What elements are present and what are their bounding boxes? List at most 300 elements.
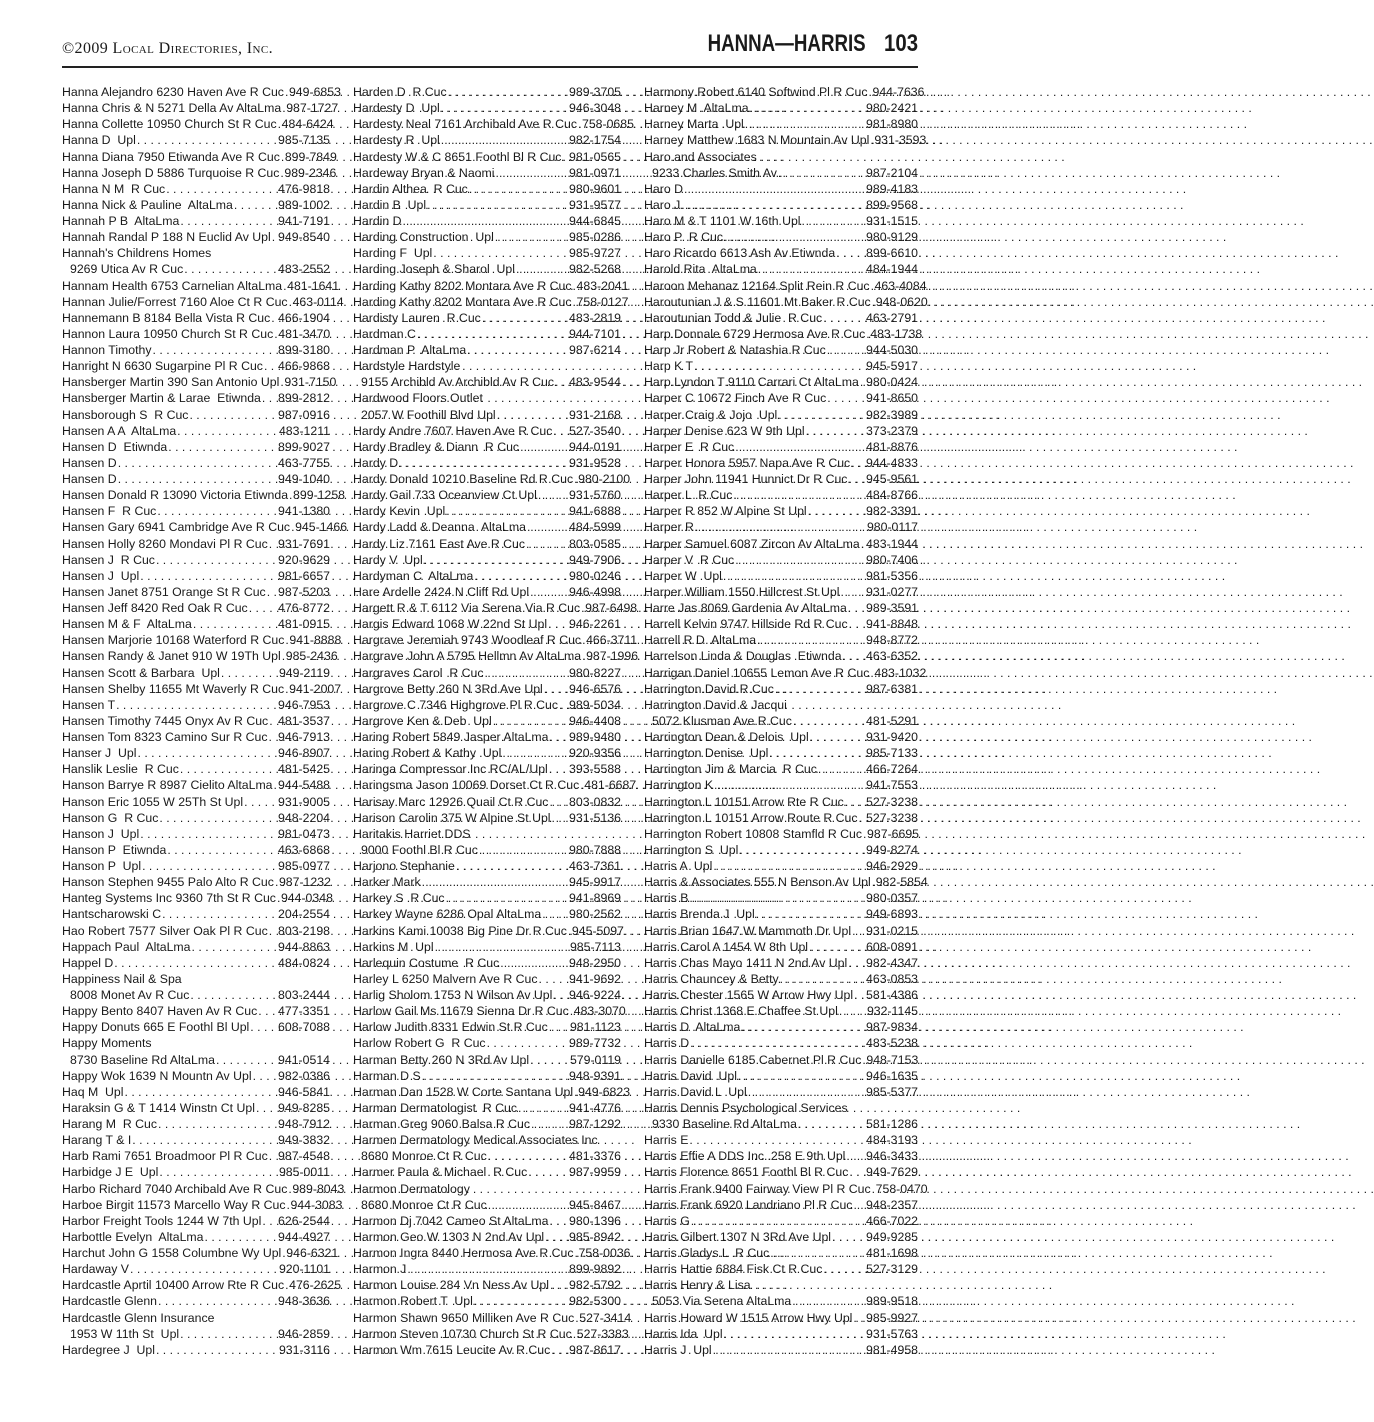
entry-phone: 931-0215 <box>866 923 918 938</box>
page-number: 103 <box>883 30 918 57</box>
entry-name: Hansberger Martin & Larae Etiwnda <box>62 391 261 406</box>
leader-dots <box>278 116 281 132</box>
entry-name: Harp K T <box>644 359 693 374</box>
entry-phone: 481-3537 <box>278 713 330 728</box>
directory-entry <box>353 648 639 664</box>
directory-entry <box>353 906 621 922</box>
directory-entry <box>353 1148 621 1164</box>
entry-name: Hanna N M R Cuc <box>62 181 166 196</box>
entry-phone: 483-1738 <box>870 326 923 341</box>
leader-dots <box>724 1326 865 1342</box>
leader-dots <box>871 278 874 294</box>
leader-dots <box>575 1245 578 1261</box>
entry-name: Happiness Nail & Spa <box>62 971 182 986</box>
directory-entry <box>644 245 918 261</box>
leader-dots <box>526 536 568 552</box>
entry-name: Hanna Chris & N 5271 Della Av AltaLma <box>62 101 282 116</box>
entry-name: Harding Joseph & Sharol Upl <box>353 262 515 277</box>
leader-dots <box>269 923 277 939</box>
directory-entry <box>644 906 918 922</box>
leader-dots <box>575 1310 578 1326</box>
leader-dots <box>433 245 568 261</box>
leader-dots <box>520 439 568 455</box>
leader-dots <box>158 1293 277 1309</box>
entry-name: Harmon Steven 10730 Church St R Cuc <box>353 1326 572 1341</box>
entry-name: Hardman P AltaLma <box>353 343 467 357</box>
entry-name: Harrington David R Cuc <box>644 681 774 696</box>
leader-dots <box>205 1229 278 1245</box>
leader-dots <box>582 632 585 648</box>
entry-phone: 948-3636 <box>278 1294 330 1309</box>
directory-entry <box>353 955 621 971</box>
directory-entry <box>644 439 918 455</box>
entry-name: Hardin B Upl <box>353 197 427 212</box>
leader-dots <box>274 326 277 342</box>
entry-name: Harp Lyndon T 9110 Carrari Ct AltaLma <box>644 375 859 390</box>
leader-dots <box>745 116 865 132</box>
leader-dots <box>872 1181 875 1197</box>
entry-phone: 981-0565 <box>569 149 621 164</box>
directory-entry <box>353 519 621 535</box>
directory-entry <box>62 1019 330 1035</box>
directory-entry <box>644 503 918 519</box>
entry-phone: 945-5917 <box>866 359 918 374</box>
entry-name: Harris A Upl <box>644 859 713 873</box>
entry-name: Hanna D Upl <box>62 133 136 148</box>
directory-entry <box>62 552 330 568</box>
entry-phone: 945-9561 <box>866 472 918 486</box>
entry-name: 9233 Charles Smith Av <box>652 165 777 180</box>
directory-entry <box>62 213 330 229</box>
entry-phone: 483-3070 <box>573 1004 626 1019</box>
directory-entry <box>644 84 925 100</box>
leader-dots <box>733 487 865 503</box>
directory-entry <box>62 229 330 245</box>
leader-dots <box>249 600 277 616</box>
leader-dots <box>793 713 865 729</box>
entry-name: 8008 Monet Av R Cuc <box>70 988 190 1002</box>
entry-name: Harrell Kelvin 9747 Hillside Rd R Cuc <box>644 617 848 632</box>
entry-name: Hansen T <box>62 697 116 712</box>
entry-phone: 466-3711 <box>586 633 638 648</box>
entry-phone: 987-8617 <box>569 1342 621 1357</box>
entry-name: 9000 Foothl Bl R Cuc <box>361 842 478 857</box>
entry-name: Harmen Dermatology Medical Associates Inc <box>353 1133 598 1148</box>
leader-dots <box>140 826 277 842</box>
leader-dots <box>545 1229 568 1245</box>
entry-phone: 982-5792 <box>569 1278 621 1293</box>
entry-name: Hannan Julie/Forrest 7160 Aloe Ct R Cuc <box>62 294 288 309</box>
entry-phone: 608-0891 <box>866 939 918 954</box>
leader-dots <box>544 681 568 697</box>
entry-phone: 945-8467 <box>569 1197 621 1212</box>
directory-entry <box>644 1019 918 1035</box>
entry-phone: 481-3470 <box>278 326 331 341</box>
leader-dots <box>690 1035 865 1051</box>
entry-phone: 481-6687 <box>584 778 637 793</box>
entry-name: 8730 Baseline Rd AltaLma <box>70 1052 215 1067</box>
directory-entry <box>62 1164 330 1180</box>
entry-phone: 527-3129 <box>866 1262 918 1277</box>
leader-dots <box>689 890 865 906</box>
entry-phone: 483-9544 <box>569 375 621 390</box>
leader-dots <box>244 794 277 810</box>
directory-entry <box>62 1181 345 1197</box>
directory-entry <box>62 1245 339 1261</box>
directory-entry <box>353 810 621 826</box>
directory-entry <box>644 1003 918 1019</box>
leader-dots <box>156 1342 278 1358</box>
entry-name: Harney Matthew 1683 N Mountain Av Upl <box>644 133 870 148</box>
directory-entry <box>62 487 346 503</box>
entry-phone: 941-4776 <box>569 1100 621 1115</box>
entry-phone: 941-1380 <box>278 504 330 519</box>
leader-dots <box>552 810 569 826</box>
directory-entry-heading <box>353 358 621 374</box>
leader-dots <box>159 810 277 826</box>
directory-entry <box>644 374 918 390</box>
leader-dots <box>158 1116 277 1132</box>
entry-phone: 944-0191 <box>569 439 621 454</box>
entry-phone: 758-0470 <box>875 1181 928 1196</box>
entry-name: Hardesty Neal 7161 Archibald Ave R Cuc <box>353 117 577 132</box>
entry-phone: 980-9129 <box>866 230 918 245</box>
leader-dots <box>116 697 277 713</box>
directory-entry <box>62 697 330 713</box>
directory-entry <box>644 1326 918 1342</box>
entry-name: Harris Frank 9400 Fairway View Pl R Cuc <box>644 1181 871 1196</box>
entry-phone: 941-0514 <box>278 1052 330 1067</box>
leader-dots <box>862 1052 865 1068</box>
entry-phone: 948-8772 <box>866 633 918 648</box>
entry-name: Haq M Upl <box>62 1084 124 1099</box>
directory-entry <box>353 552 621 568</box>
entry-name: Hansen Gary 6941 Cambridge Ave R Cuc <box>62 520 291 535</box>
leader-dots <box>274 777 278 793</box>
entry-name: Harris David Upl <box>644 1068 737 1083</box>
entry-name: Hansen Timothy 7445 Onyx Av R Cuc <box>62 713 269 728</box>
entry-phone: 463-2791 <box>866 310 918 325</box>
entry-name: Harman Dermatologist R Cuc <box>353 1100 518 1115</box>
leader-dots <box>748 1084 865 1100</box>
entry-name: Harrington Denise Upl <box>644 746 769 761</box>
entry-name: Hansen J R Cuc <box>62 552 155 567</box>
entry-phone: 987-6695 <box>867 826 920 841</box>
entry-phone: 581-1286 <box>866 1117 918 1131</box>
entry-phone: 946-3433 <box>866 1149 918 1164</box>
entry-phone: 948-2950 <box>569 955 621 970</box>
entry-name: Hanson Stephen 9455 Palo Alto R Cuc <box>62 875 274 890</box>
entry-phone: 803-2444 <box>278 988 330 1002</box>
entry-name: Harris D AltaLma <box>644 1020 741 1035</box>
entry-phone: 948-0620 <box>875 294 928 309</box>
entry-phone: 985-0286 <box>569 230 621 245</box>
leader-dots <box>681 197 865 213</box>
entry-phone: 946-3048 <box>569 101 621 116</box>
entry-phone: 481-1641 <box>287 278 340 293</box>
directory-entry <box>644 923 918 939</box>
entry-phone: 946-7953 <box>278 697 330 712</box>
entry-phone: 987-0916 <box>278 407 330 422</box>
directory-entry <box>644 761 918 777</box>
directory-entry <box>62 568 330 584</box>
leader-dots <box>269 536 277 552</box>
entry-name: Hardesty R Upl <box>353 133 440 148</box>
entry-name: Hansberger Martin 390 San Antonio Upl <box>62 375 280 390</box>
leader-dots <box>184 261 277 277</box>
entry-phone: 982-0386 <box>278 1068 330 1083</box>
directory-entry <box>644 294 928 310</box>
entry-phone: 980-2562 <box>569 907 621 922</box>
entry-phone: 481-0915 <box>278 617 330 632</box>
entry-phone: 944-5030 <box>866 343 918 357</box>
entry-name: Hanna Diana 7950 Etiwanda Ave R Cuc <box>62 149 280 164</box>
leader-dots <box>538 487 568 503</box>
entry-phone: 948-7153 <box>866 1052 919 1067</box>
entry-phone: 476-2625 <box>289 1278 342 1293</box>
entry-phone: 980-9601 <box>569 181 621 196</box>
leader-dots <box>757 632 865 648</box>
entry-name: Hare Ardelle 2424 N Cliff Rd Upl <box>353 584 530 599</box>
directory-entry <box>353 858 621 874</box>
directory-entry <box>62 84 341 100</box>
entry-name: Hansen D <box>62 455 117 470</box>
entry-phone: 481-8876 <box>866 439 918 454</box>
leader-dots <box>853 1197 865 1213</box>
entry-phone: 466-1904 <box>278 310 330 325</box>
directory-entry <box>62 165 337 181</box>
entry-name: Hardy V Upl <box>353 552 423 567</box>
entry-name: 9330 Baseline Rd AltaLma <box>652 1117 797 1131</box>
entry-name: Harrington Dean & Delois Upl <box>644 730 809 744</box>
entry-phone: 941-6888 <box>569 504 621 519</box>
leader-dots <box>138 745 278 761</box>
directory-entry <box>644 971 918 987</box>
entry-name: Hanson P Etiwnda <box>62 842 167 857</box>
entry-phone: 948-9391 <box>569 1068 621 1083</box>
leader-dots <box>549 761 568 777</box>
directory-entry <box>353 536 621 552</box>
entry-name: Harrington Jim & Marcia R Cuc <box>644 762 817 777</box>
directory-entry-heading <box>62 971 330 987</box>
directory-entry <box>62 455 330 471</box>
entry-name: Harman D S <box>353 1068 421 1083</box>
entry-name: Harmon Dj 7042 Cameo St AltaLma <box>353 1213 549 1228</box>
entry-name: Harbidge J E Upl <box>62 1165 159 1180</box>
directory-entry <box>644 1148 918 1164</box>
entry-phone: 985-8942 <box>569 1229 621 1244</box>
leader-dots <box>474 568 568 584</box>
leader-dots <box>551 1342 568 1358</box>
entry-name: Hanteg Systems Inc 9360 7th St R Cuc <box>62 891 276 906</box>
leader-dots <box>142 858 277 874</box>
entry-phone: 483-5238 <box>866 1036 918 1051</box>
leader-dots <box>689 1132 865 1148</box>
entry-phone: 483-1032 <box>874 665 927 680</box>
directory-entry <box>353 84 621 100</box>
entry-name: Harding F Upl <box>353 246 433 261</box>
entry-phone: 944-8863 <box>278 939 330 954</box>
entry-name: Hargrove C 7346 Highgrove Pl R Cuc <box>353 697 559 712</box>
entry-name: Hansen Janet 8751 Orange St R Cuc <box>62 584 266 599</box>
leader-dots <box>851 455 865 471</box>
leader-dots <box>487 1035 568 1051</box>
directory-entry <box>353 245 621 261</box>
directory-entry <box>62 584 330 600</box>
leader-dots <box>581 600 584 616</box>
directory-entry <box>644 100 918 116</box>
entry-phone: 987-1232 <box>278 875 331 890</box>
entry-name: Harper Honora 5957 Napa Ave R Cuc <box>644 455 851 470</box>
entry-phone: 980-0246 <box>569 568 621 583</box>
entry-name: Hargraves Carol R Cuc <box>353 665 484 680</box>
directory-entry <box>62 407 330 423</box>
entry-name: Haro D <box>644 181 683 196</box>
entry-name: Hanson G R Cuc <box>62 810 159 825</box>
entry-name: Hardy Liz 7161 East Ave R Cuc <box>353 536 526 551</box>
directory-entry <box>353 1164 621 1180</box>
directory-entry <box>62 906 330 922</box>
leader-dots <box>691 1213 865 1229</box>
entry-phone: 466-7264 <box>866 762 918 777</box>
entry-name: Hargrave Jeremiah 9743 Woodleaf R Cuc <box>353 633 582 648</box>
leader-dots <box>177 423 278 439</box>
leader-dots <box>836 245 865 261</box>
directory-entry <box>353 665 621 681</box>
entry-name: Harker Mark <box>353 875 421 890</box>
directory-entry <box>62 390 330 406</box>
entry-phone: 946-6321 <box>286 1246 339 1260</box>
directory-entry <box>644 471 918 487</box>
directory-entry <box>62 939 330 955</box>
entry-name: Haring Robert & Kathy Upl <box>353 746 502 761</box>
directory-entry <box>62 326 330 342</box>
entry-name: Harmon Robert T Upl <box>353 1294 473 1309</box>
entry-phone: 949-7629 <box>866 1165 918 1180</box>
entry-name: 2057 W Foothill Blvd Upl <box>361 407 496 422</box>
leader-dots <box>488 1197 568 1213</box>
directory-entry <box>62 1003 330 1019</box>
directory-entry <box>644 278 927 294</box>
directory-entry <box>353 1261 621 1277</box>
leader-dots <box>570 1003 573 1019</box>
entry-phone: 476-9818 <box>278 181 330 196</box>
entry-phone: 920-1101 <box>278 1262 330 1277</box>
directory-entry <box>353 1293 621 1309</box>
running-head <box>663 30 918 58</box>
entry-phone: 987-9834 <box>866 1020 918 1035</box>
entry-name: Harris Chester 1565 W Arrow Hwy Upl <box>644 988 854 1002</box>
directory-entry <box>353 261 621 277</box>
directory-entry <box>353 616 621 632</box>
leader-dots <box>574 1084 577 1100</box>
directory-entry <box>644 890 918 906</box>
entry-name: Harrington S Upl <box>644 842 739 857</box>
directory-entry <box>62 826 330 842</box>
leader-dots <box>467 342 568 358</box>
directory-entry <box>353 923 624 939</box>
leader-dots <box>854 987 865 1003</box>
directory-entry <box>353 326 621 342</box>
directory-entry <box>353 132 621 148</box>
entry-phone: 483-2552 <box>278 262 330 277</box>
entry-phone: 899-9027 <box>278 439 330 454</box>
directory-entry <box>353 632 638 648</box>
directory-entry <box>62 278 340 294</box>
entry-phone: 985-7133 <box>866 746 918 761</box>
entry-phone: 989-1002 <box>278 197 330 212</box>
entry-phone: 946-5841 <box>278 1084 330 1099</box>
entry-name: Harlow Gail Ms 11679 Sienna Dr R Cuc <box>353 1004 569 1019</box>
directory-entry <box>353 1229 621 1245</box>
directory-entry <box>644 1293 918 1309</box>
entry-name: 5072 Klusman Ave R Cuc <box>652 713 792 728</box>
leader-dots <box>285 632 288 648</box>
entry-name: Haro J <box>644 197 681 212</box>
directory-entry <box>353 310 621 326</box>
leader-dots <box>516 261 568 277</box>
directory-entry <box>353 1084 631 1100</box>
entry-phone: 803-0585 <box>569 536 621 551</box>
entry-name: Harmon Ingra 8440 Hermosa Ave R Cuc <box>353 1246 574 1260</box>
leader-dots <box>500 955 568 971</box>
entry-phone: 944-3083 <box>290 1197 343 1212</box>
leader-dots <box>286 1197 289 1213</box>
entry-name: 8680 Monroe Ct R Cuc <box>361 1197 487 1212</box>
directory-entry <box>353 794 621 810</box>
leader-dots <box>775 681 865 697</box>
leader-dots <box>482 310 568 326</box>
leader-dots <box>192 939 278 955</box>
directory-entry <box>62 890 333 906</box>
entry-name: Haringsma Jason 10069 Dorset Ct R Cuc <box>353 778 580 793</box>
entry-name: Harper Craig & Jojo Upl <box>644 407 778 422</box>
entry-name: Hardegree J Upl <box>62 1342 155 1357</box>
entry-phone: 980-2100 <box>578 472 631 486</box>
entry-phone: 987-6381 <box>866 681 918 696</box>
leader-dots <box>399 455 568 471</box>
entry-name: Hansen Donald R 13090 Victoria Etiwnda <box>62 488 289 503</box>
entry-name: 1953 W 11th St Upl <box>70 1326 180 1341</box>
entry-name: Harp Jr Robert & Natashia R Cuc <box>644 343 826 357</box>
directory-entry <box>353 503 621 519</box>
entry-name: Haro P R Cuc <box>644 230 724 245</box>
listing-column-2 <box>353 84 639 1358</box>
entry-phone: 946-2261 <box>569 617 621 632</box>
directory-entry <box>353 1052 621 1068</box>
entry-name: Harris Gilbert 1307 N 3Rd Ave Upl <box>644 1229 832 1244</box>
entry-name: Hao Robert 7577 Silver Oak Pl R Cuc <box>62 923 268 938</box>
directory-entry-heading <box>644 697 918 713</box>
entry-phone: 980-7406 <box>866 552 918 567</box>
directory-entry <box>62 1084 330 1100</box>
entry-phone: 931-3593 <box>874 133 927 148</box>
entry-phone: 481-3376 <box>569 1149 621 1164</box>
leader-dots <box>518 1100 568 1116</box>
leader-dots <box>446 503 568 519</box>
entry-name: Harlig Sholom 1753 N Wilson Av Upl <box>353 988 553 1002</box>
entry-phone: 949-6893 <box>866 907 918 922</box>
entry-phone: 466-9868 <box>278 359 330 374</box>
directory-entry <box>644 536 918 552</box>
directory-entry <box>353 939 621 955</box>
directory-entry <box>62 1342 330 1358</box>
entry-phone: 477-3351 <box>278 1004 330 1019</box>
entry-phone: 931-7691 <box>278 536 330 551</box>
entry-name: Hanna Nick & Pauline AltaLma <box>62 197 233 212</box>
entry-name: Harman Dan 1528 W Corte Santana Upl <box>353 1084 574 1099</box>
leader-dots <box>806 423 865 439</box>
